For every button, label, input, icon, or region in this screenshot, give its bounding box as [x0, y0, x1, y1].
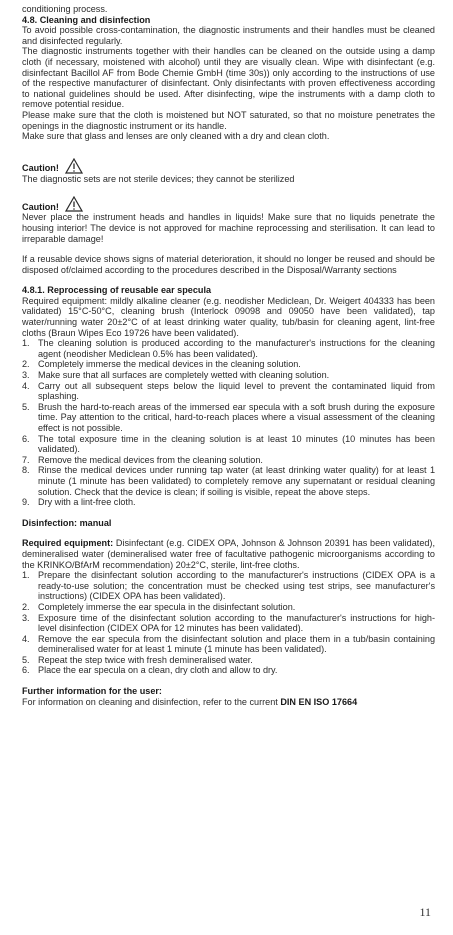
cleaning-steps-list [22, 338, 435, 508]
list-item: 6. Place the ear specula on a clean, dry cloth and allow to dry. [22, 665, 278, 676]
disinfection-steps-list [22, 570, 435, 676]
further-info-text: For information on cleaning and disinfection, refer to the current DIN EN ISO 17664 [22, 696, 358, 707]
warning-triangle-icon [65, 196, 83, 212]
section-heading-cleaning: 4.8. Cleaning and disinfection [22, 14, 151, 25]
list-item: 8. Rinse the medical devices under running tap water (at least drinking water quality) for at least 1 minute (1 minute has been validated) to completely remove any supernatant or residual cleaning solution. Check that the device is clean; if soiling is visible, repeat the above steps. [22, 465, 435, 497]
list-item: 9. Dry with a lint-free cloth. [22, 497, 136, 508]
section-heading-further-info: Further information for the user: [22, 686, 162, 697]
paragraph: Please make sure that the cloth is moistened but NOT saturated, so that no moisture penetrates the openings in the diagnostic instrument or its handle. [22, 109, 435, 131]
list-item: 3. Make sure that all surfaces are completely wetted with cleaning solution. [22, 370, 330, 381]
caution-text: Never place the instrument heads and handles in liquids! Make sure that no liquids penetrate the housing interior! The device is not approved for machine reprocessing and sterilisation. It can lead to irreparable damage! [22, 212, 435, 244]
intro-line: conditioning process. [22, 4, 108, 14]
list-item: 2. Completely immerse the ear specula in the disinfectant solution. [22, 601, 296, 612]
standard-reference: DIN EN ISO 17664 [280, 696, 358, 707]
list-item: 5. Brush the hard-to-reach areas of the immersed ear specula with a soft brush during the exposure time. Pay attention to the critical, hard-to-reach places where a visual assessment of the cleaning effect is not possible. [22, 401, 435, 433]
caution-title: Caution! [22, 163, 59, 174]
section-heading-reprocessing: 4.8.1. Reprocessing of reusable ear specula [22, 285, 212, 296]
required-label: Required equipment: [22, 538, 114, 549]
list-item: 3. Exposure time of the disinfectant solution according to the manufacturer's instructions for high-level disinfection (CIDEX OPA for 12 minutes has been validated). [22, 612, 435, 634]
required-text: Disinfectant (e.g. CIDEX OPA, Johnson & Johnson 20391 has been validated), demineralised water (demineralised water free of facultative pathogenic microorganisms according to the KRINKO/BfArM recommendation) 20±2°C, sterile, lint-free cloths. [22, 538, 435, 570]
warning-triangle-icon [65, 158, 83, 174]
list-item: 6. The total exposure time in the cleaning solution is at least 10 minutes (10 minutes has been validated). [22, 433, 435, 455]
paragraph: To avoid possible cross-contamination, the diagnostic instruments and their handles must be cleaned and disinfected regularly. [22, 25, 435, 46]
caution-text: The diagnostic sets are not sterile devices; they cannot be sterilized [22, 173, 295, 184]
deterioration-text: If a reusable device shows signs of material deterioration, it should no longer be reused and should be disposed of/claimed according to the procedures described in the Disposal/Warranty sections [22, 254, 435, 275]
list-item: 4. Carry out all subsequent steps below the liquid level to prevent the contaminated liquid from splashing. [22, 380, 435, 402]
document-page [22, 4, 435, 707]
list-item: 2. Completely immerse the medical devices in the cleaning solution. [22, 359, 301, 370]
page-number: 11 [419, 905, 431, 919]
list-item: 7. Remove the medical devices from the cleaning solution. [22, 454, 263, 465]
caution-block [22, 158, 435, 174]
disinfection-equipment-text [22, 538, 435, 570]
list-item: 4. Remove the ear specula from the disinfectant solution and place them in a tub/basin containing demineralised water for at least 1 minute (1 minute has been validated). [22, 633, 435, 655]
paragraph: Make sure that glass and lenses are only cleaned with a dry and clean cloth. [22, 131, 330, 142]
caution-block [22, 196, 435, 212]
paragraph: The diagnostic instruments together with their handles can be cleaned on the outside using a damp cloth (if necessary, moistened with alcohol) until they are visually clean. Wipe with disinfectant (e.g. disinfectant Bacillol AF from Bode Chemie GmbH (time 30s)) only according to the instructions of use of the respective manufacturer of disinfectant. Only disinfectants with proven effectiveness according to national guidelines should be used. After disinfecting, wipe the instruments with a damp cloth to remove potential residue. [22, 46, 435, 110]
list-item: 1. The cleaning solution is produced according to the manufacturer's instructions for the cleaning agent (neodisher Mediclean 0.5% has been validated). [22, 338, 435, 359]
list-item: 5. Repeat the step twice with fresh demineralised water. [22, 654, 253, 665]
caution-title: Caution! [22, 201, 59, 212]
section-heading-disinfection: Disinfection: manual [22, 517, 112, 528]
required-equipment-text: Required equipment: mildly alkaline cleaner (e.g. neodisher Mediclean, Dr. Weigert 404333 has been validated) 15°C-50°C, cleaning brush (Interlock 09098 and 09050 have been validated), tap water/running water 20±2°C of at least drinking water quality, tub/basin for cleaning agent, lint-free cloths (Braun Wipes Eco 19726 have been validated). [22, 295, 435, 338]
list-item: 1. Prepare the disinfectant solution according to the manufacturer's instructions (CIDEX OPA is a ready-to-use solution; the concentration must be checked using test strips, see manufacturer's instructions) (CIDEX OPA has been validated). [22, 570, 435, 602]
